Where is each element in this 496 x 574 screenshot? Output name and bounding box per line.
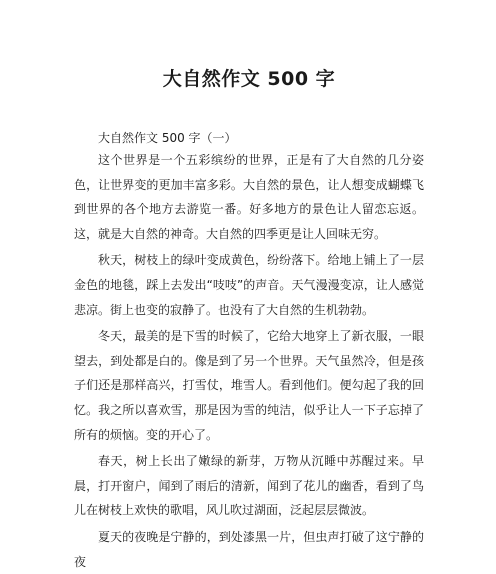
- section-subtitle: 大自然作文 500 字（一）: [98, 131, 237, 145]
- paragraph-summer: 夏天的夜晚是宁静的，到处漆黑一片，但虫声打破了这宁静的夜: [74, 529, 424, 569]
- paragraph-intro: 这个世界是一个五彩缤纷的世界，正是有了大自然的几分姿色，让世界变的更加丰富多彩。大自然的景色，让人想变成蝴蝶飞到世界的各个地方去游览一番。好多地方的景色让人留恋忘返。这，就是大自然的神奇。大自然的四季更是让人回味无穷。: [74, 153, 424, 241]
- paragraph-winter: 冬天，最美的是下雪的时候了，它给大地穿上了新衣服，一眼望去，到处都是白的。像是到了另一个世界。天气虽然冷，但是孩子们还是那样高兴，打雪仗，堆雪人。看到他们。便勾起了我的回忆。我之所以喜欢雪，那是因为雪的纯洁，似乎让人一下子忘掉了所有的烦恼。变的开心了。: [74, 329, 424, 442]
- document-title: 大自然作文 500 字: [162, 68, 336, 90]
- paragraph-autumn: 秋天，树枝上的绿叶变成黄色，纷纷落下。给地上铺上了一层金色的地毯，踩上去发出“吱吱”的声音。天气漫漫变凉，让人感觉悲凉。街上也变的寂静了。也没有了大自然的生机勃勃。: [74, 253, 424, 317]
- paragraph-spring: 春天，树上长出了嫩绿的新芽，万物从沉睡中苏醒过来。早晨，打开窗户，闻到了雨后的清新，闻到了花儿的幽香，看到了鸟儿在树枝上欢快的歌唱，风儿吹过湖面，泛起层层微波。: [74, 454, 424, 518]
